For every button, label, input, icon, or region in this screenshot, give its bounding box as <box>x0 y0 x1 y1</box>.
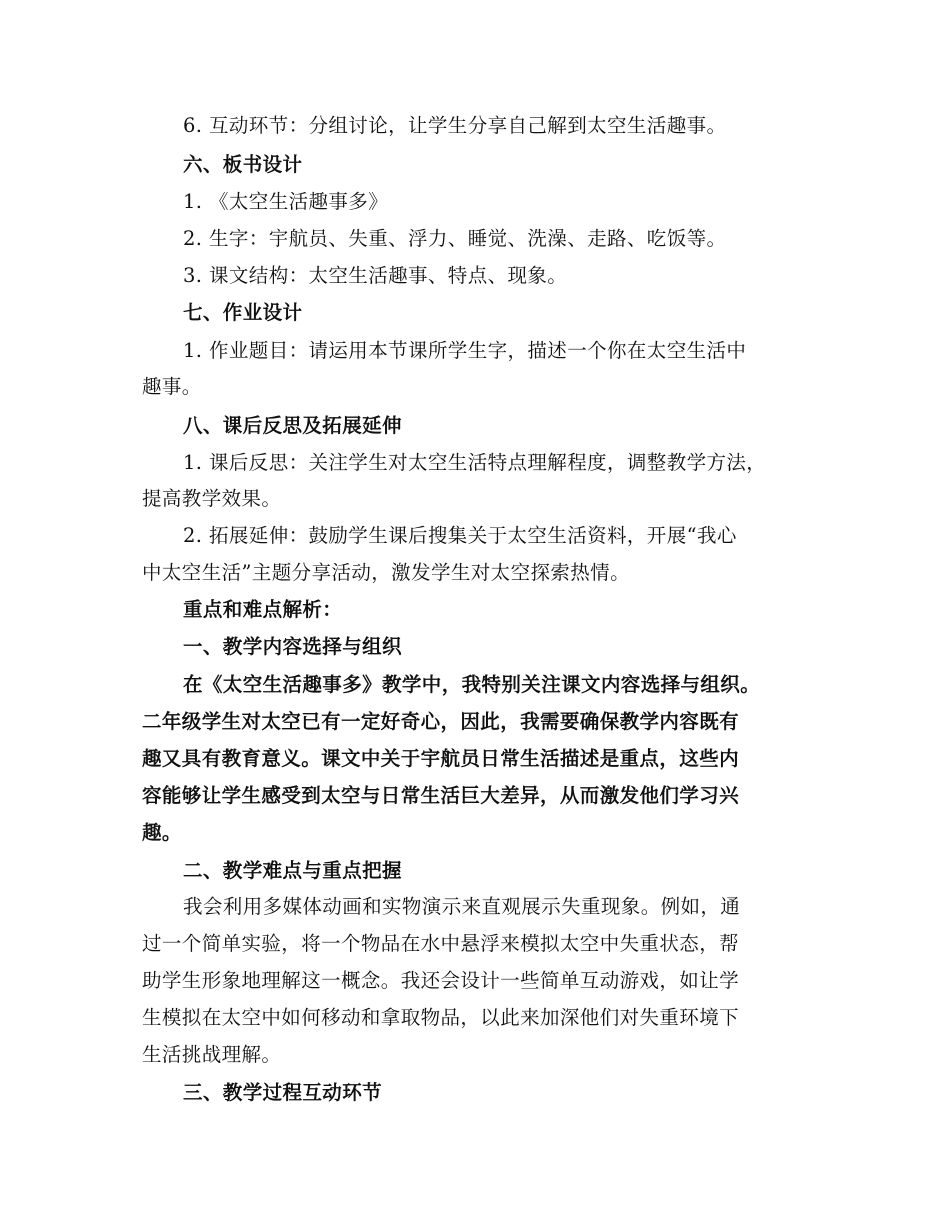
section-heading-reflection: 八、课后反思及拓展延伸 <box>183 414 402 437</box>
heading-key-points: 重点和难点解析： <box>183 598 343 621</box>
list-item-extension-line2: 中太空生活”主题分享活动，激发学生对太空探索热情。 <box>142 561 630 584</box>
list-item-title: 1. 《太空生活趣事多》 <box>183 190 389 213</box>
section-heading-homework: 七、作业设计 <box>183 301 303 324</box>
section-heading-interaction: 三、教学过程互动环节 <box>183 1081 383 1104</box>
list-item-reflection-line1: 1. 课后反思：关注学生对太空生活特点理解程度，调整教学方法， <box>183 451 767 474</box>
paragraph-difficulty-line3: 助学生形象地理解这一概念。我还会设计一些简单互动游戏，如让学 <box>142 969 740 992</box>
list-item-structure: 3. 课文结构：太空生活趣事、特点、现象。 <box>183 264 568 287</box>
paragraph-difficulty-line2: 过一个简单实验，将一个物品在水中悬浮来模拟太空中失重状态，帮 <box>142 932 740 955</box>
list-item-interaction: 6. 互动环节：分组讨论，让学生分享自己解到太空生活趣事。 <box>183 114 727 137</box>
section-heading-content: 一、教学内容选择与组织 <box>183 635 402 658</box>
list-item-extension-line1: 2. 拓展延伸：鼓励学生课后搜集关于太空生活资料，开展“我心 <box>183 524 737 547</box>
paragraph-difficulty-line4: 生模拟在太空中如何移动和拿取物品，以此来加深他们对失重环境下 <box>142 1006 740 1029</box>
list-item-homework-line1: 1. 作业题目：请运用本节课所学生字，描述一个你在太空生活中 <box>183 339 747 362</box>
paragraph-content-line5: 趣。 <box>142 821 182 844</box>
section-heading-difficulty: 二、教学难点与重点把握 <box>183 859 402 882</box>
paragraph-content-line3: 趣又具有教育意义。课文中关于宇航员日常生活描述是重点，这些内 <box>142 747 740 770</box>
list-item-new-words: 2. 生字：宇航员、失重、浮力、睡觉、洗澡、走路、吃饭等。 <box>183 227 727 250</box>
list-item-reflection-line2: 提高教学效果。 <box>142 487 282 510</box>
paragraph-content-line1: 在《太空生活趣事多》教学中，我特别关注课文内容选择与组织。 <box>183 673 761 696</box>
paragraph-difficulty-line5: 生活挑战理解。 <box>142 1043 282 1066</box>
section-heading-blackboard: 六、板书设计 <box>183 153 303 176</box>
list-item-homework-line2: 趣事。 <box>142 375 202 398</box>
paragraph-content-line4: 容能够让学生感受到太空与日常生活巨大差异，从而激发他们学习兴 <box>142 784 740 807</box>
paragraph-difficulty-line1: 我会利用多媒体动画和实物演示来直观展示失重现象。例如，通 <box>183 895 741 918</box>
paragraph-content-line2: 二年级学生对太空已有一定好奇心，因此，我需要确保教学内容既有 <box>142 710 740 733</box>
